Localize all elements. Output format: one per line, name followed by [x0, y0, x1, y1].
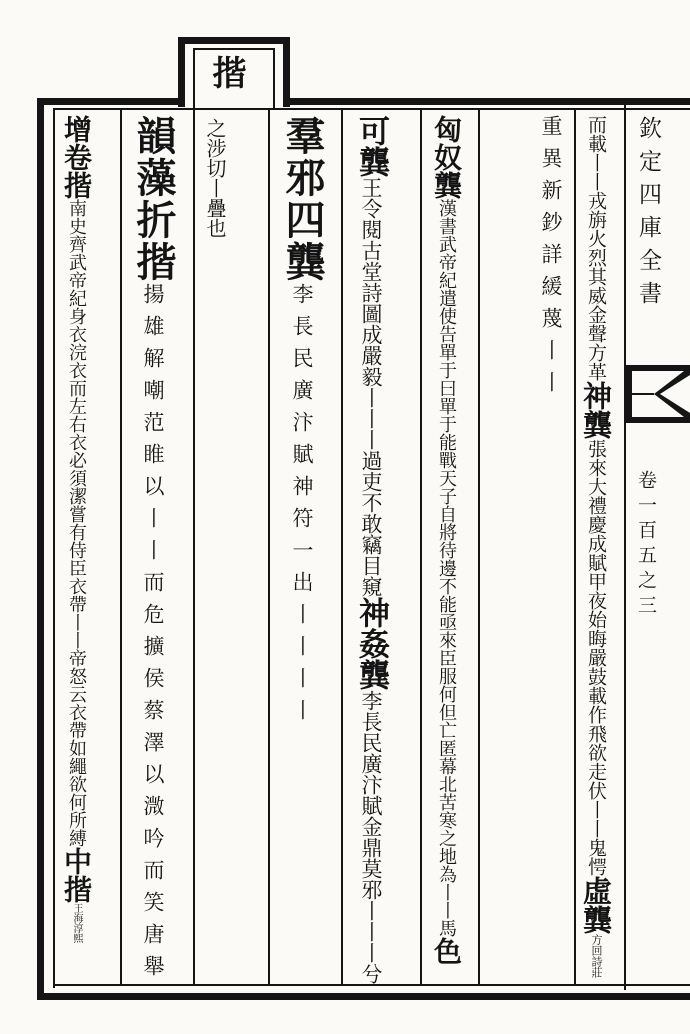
- annotation-text: 重異新鈔詳緩蔑丨丨: [539, 115, 563, 403]
- annotation-text: 方回詩莊: [590, 934, 603, 978]
- text-column-4: [353, 115, 389, 985]
- frame-left-border: [37, 98, 44, 1000]
- annotation-text: 之涉切丨疊也: [203, 118, 227, 238]
- entry-heading: 匈奴龔: [430, 115, 463, 199]
- annotation-text: 張來大禮慶成賦甲夜始晦嚴鼓載作飛欲走伏丨丨鬼愕: [585, 439, 607, 876]
- entry-heading: 增卷揩: [60, 115, 93, 199]
- text-column-6: [205, 118, 225, 238]
- text-column-5: [279, 115, 326, 985]
- column-rule: [268, 108, 270, 986]
- entry-heading: 神龔: [579, 381, 613, 439]
- book-title: 欽定四庫全書: [635, 116, 661, 314]
- column-rule: [478, 108, 480, 986]
- entry-heading: 羣邪四龔: [279, 115, 326, 283]
- column-rule: [193, 108, 195, 986]
- entry-heading: 中揩: [60, 847, 93, 903]
- entry-heading: 色: [430, 937, 463, 965]
- inner-top-border: [53, 108, 690, 110]
- column-rule: [120, 108, 122, 986]
- entry-heading: 可龔: [353, 115, 389, 177]
- text-column-8: [60, 115, 93, 985]
- margin-rule: [624, 100, 626, 990]
- column-rule: [574, 108, 576, 986]
- frame-top-border: [37, 98, 690, 105]
- entry-heading: 神姦龔: [353, 597, 389, 690]
- annotation-text: 李長民廣汴賦金鼎莫邪丨丨丨兮: [359, 690, 383, 984]
- text-column-7: [130, 115, 177, 987]
- heading-entry-char: 揩: [206, 55, 246, 89]
- annotation-text: 李長民廣汴賦神符一出丨丨丨丨: [290, 283, 314, 731]
- column-rule: [341, 108, 343, 986]
- annotation-text: 王海淳熙: [71, 903, 82, 943]
- frame-bottom-border: [37, 993, 690, 1000]
- fishtail-mark-icon: [626, 365, 690, 423]
- entry-heading: 虛龔: [579, 876, 613, 934]
- text-column-3: [430, 115, 463, 985]
- column-rule: [420, 108, 422, 986]
- annotation-text: 漢書武帝紀遣使告單于曰單于能戰天子自將待邊不能亟來臣服何但亡匿幕北苦寒之地為丨丨馬: [436, 199, 457, 937]
- volume-label: 卷一百五之三: [635, 470, 657, 620]
- annotation-text: 王令閱古堂詩圖成嚴毅丨丨丨過吏不敢竊目窺: [359, 177, 383, 597]
- text-column-1: [579, 115, 613, 985]
- annotation-text: 而載丨丨戎旃火烈其威金聲方革: [585, 115, 607, 381]
- annotation-text: 揚雄解嘲范睢以丨丨而危擴侯蔡澤以溦吟而笑唐舉: [141, 283, 165, 987]
- inner-left-border: [53, 108, 55, 988]
- entry-heading: 韻藻折揩: [130, 115, 177, 283]
- annotation-text: 南史齊武帝紀身衣浣衣而左右衣必須潔嘗有侍臣衣帶丨丨帝怒云衣帶如繩欲何所縛: [66, 199, 87, 847]
- text-column-2: [540, 115, 561, 985]
